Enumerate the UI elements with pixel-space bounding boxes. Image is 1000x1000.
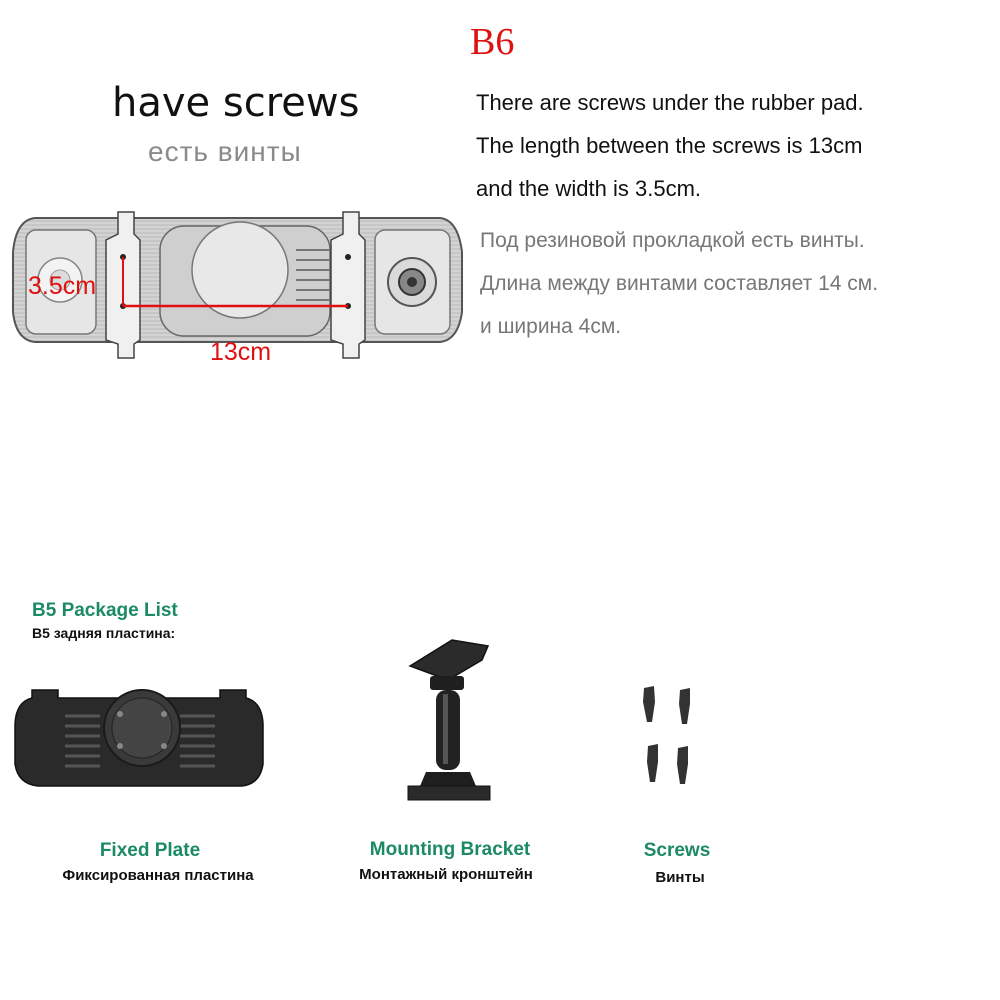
item-name-ru-screws: Винты [655,869,705,886]
suction-mount-icon [192,222,288,318]
item-name-fixed-plate: Fixed Plate [99,840,201,861]
model-label: B6 [470,21,515,63]
item-name-screws: Screws [643,840,711,861]
desc-ru-line-3: и ширина 4см. [480,315,622,338]
length-dimension-label: 13cm [210,338,272,366]
desc-en-line-3: and the width is 3.5cm. [476,176,702,201]
item-name-mounting-bracket: Mounting Bracket [369,839,531,860]
desc-ru-line-1: Под резиновой прокладкой есть винты. [480,229,865,252]
package-list-title: B5 Package List [32,600,178,621]
desc-ru-line-2: Длина между винтами составляет 14 см. [480,272,879,295]
fixed-plate-image [10,684,270,794]
heading-en: have screws [112,80,360,126]
item-name-ru-fixed-plate: Фиксированная пластина [62,867,254,884]
package-list-subtitle: B5 задняя пластина: [32,625,176,641]
desc-en-line-2: The length between the screws is 13cm [476,133,863,158]
screw-hole-icon [345,254,351,260]
heading-ru: есть винты [148,136,302,167]
desc-en-line-1: There are screws under the rubber pad. [476,90,864,115]
width-dimension-label: 3.5cm [28,272,97,300]
screws-image [630,682,710,792]
item-name-ru-mounting-bracket: Монтажный кронштейн [359,866,533,883]
mounting-bracket-image [400,636,500,804]
